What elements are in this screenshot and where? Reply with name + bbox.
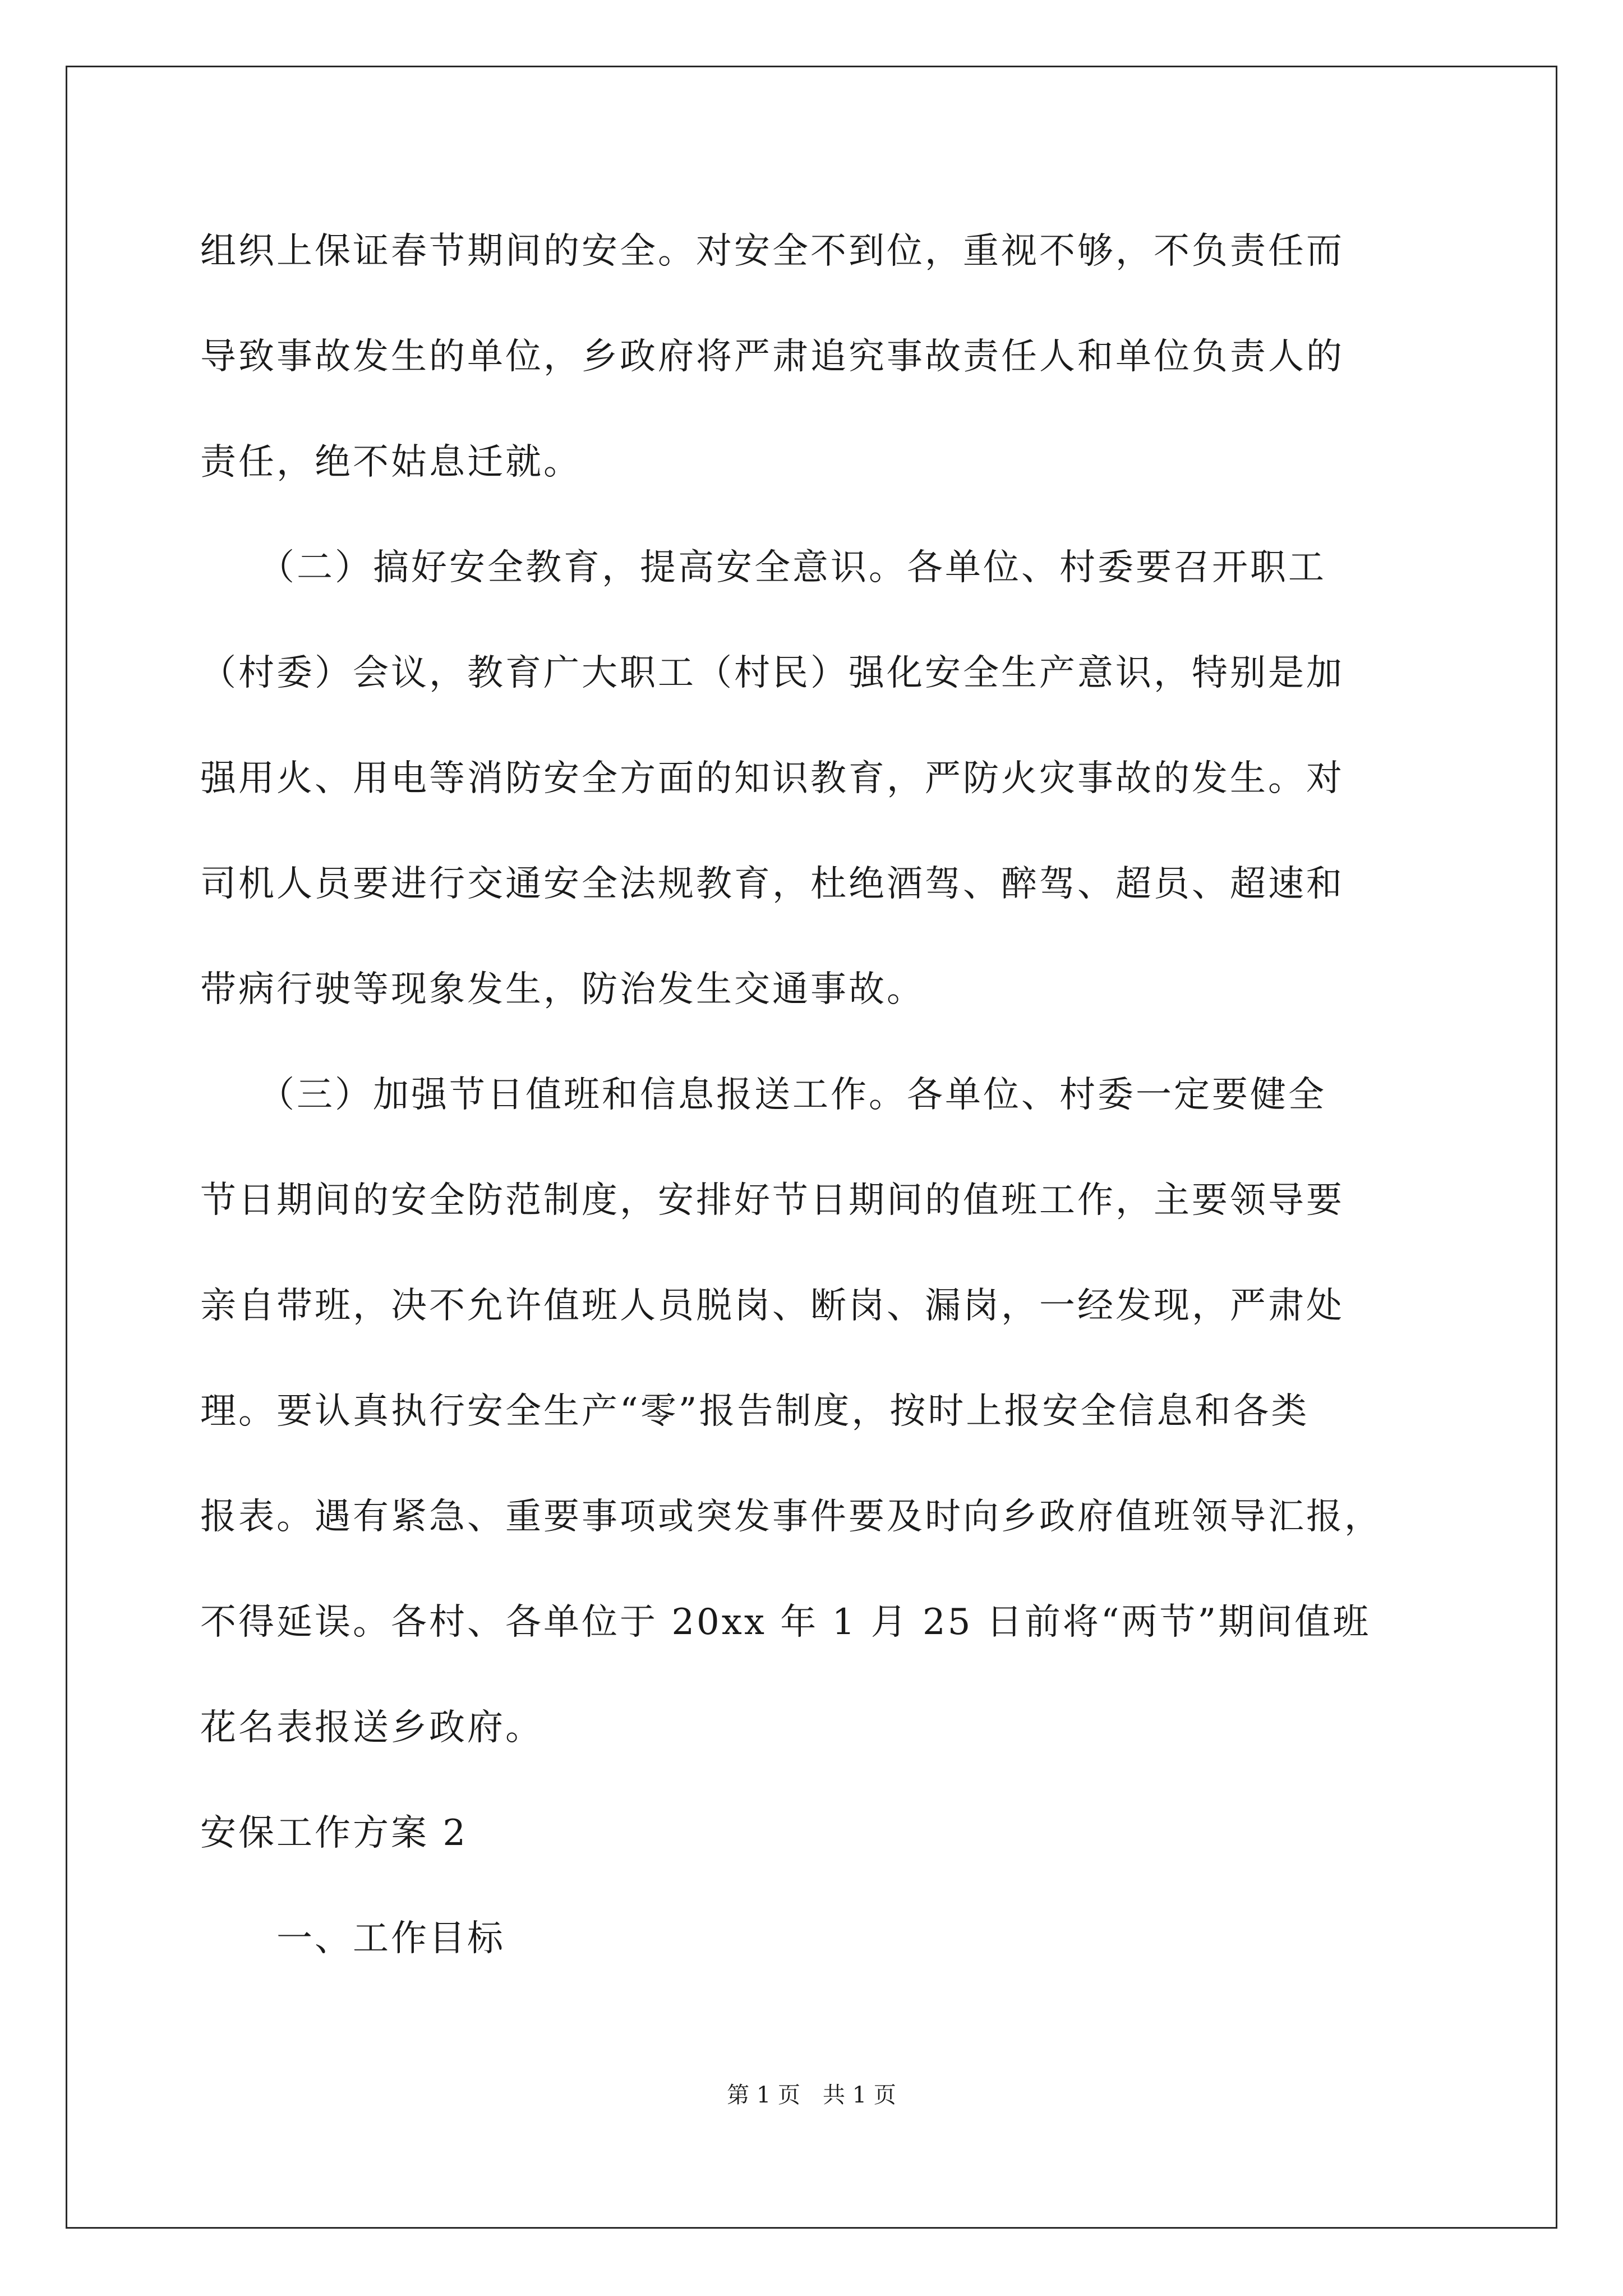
body-line-6: 强用火、用电等消防安全方面的知识教育，严防火灾事故的发生。对 (200, 758, 1344, 799)
body-line-1: 组织上保证春节期间的安全。对安全不到位，重视不够，不负责任而 (200, 231, 1344, 272)
body-line-7: 司机人员要进行交通安全法规教育，杜绝酒驾、醉驾、超员、超速和 (200, 863, 1344, 905)
body-line-11: 亲自带班，决不允许值班人员脱岗、断岗、漏岗，一经发现，严肃处 (200, 1285, 1344, 1327)
body-line-13: 报表。遇有紧急、重要事项或突发事件要及时向乡政府值班领导汇报， (200, 1496, 1382, 1538)
body-line-12: 理。要认真执行安全生产“零”报告制度，按时上报安全信息和各类 (200, 1391, 1310, 1432)
subsection-heading: 一、工作目标 (200, 1918, 505, 1959)
body-line-9: （三）加强节日值班和信息报送工作。各单位、村委一定要健全 (200, 1074, 1326, 1116)
body-line-8: 带病行驶等现象发生，防治发生交通事故。 (200, 969, 925, 1010)
section-heading: 安保工作方案 2 (200, 1812, 468, 1854)
body-line-4: （二）搞好安全教育，提高安全意识。各单位、村委要召开职工 (200, 547, 1326, 588)
body-line-15: 花名表报送乡政府。 (200, 1707, 543, 1749)
body-line-14: 不得延误。各村、各单位于 20xx 年 1 月 25 日前将“两节”期间值班 (200, 1602, 1371, 1643)
body-line-3: 责任，绝不姑息迁就。 (200, 441, 582, 483)
page-border (66, 66, 1557, 2229)
page-footer: 第 1 页 共 1 页 (727, 2082, 896, 2108)
body-line-5: （村委）会议，教育广大职工（村民）强化安全生产意识，特别是加 (200, 652, 1344, 694)
body-line-2: 导致事故发生的单位，乡政府将严肃追究事故责任人和单位负责人的 (200, 336, 1344, 378)
body-line-10: 节日期间的安全防范制度，安排好节日期间的值班工作，主要领导要 (200, 1180, 1344, 1221)
